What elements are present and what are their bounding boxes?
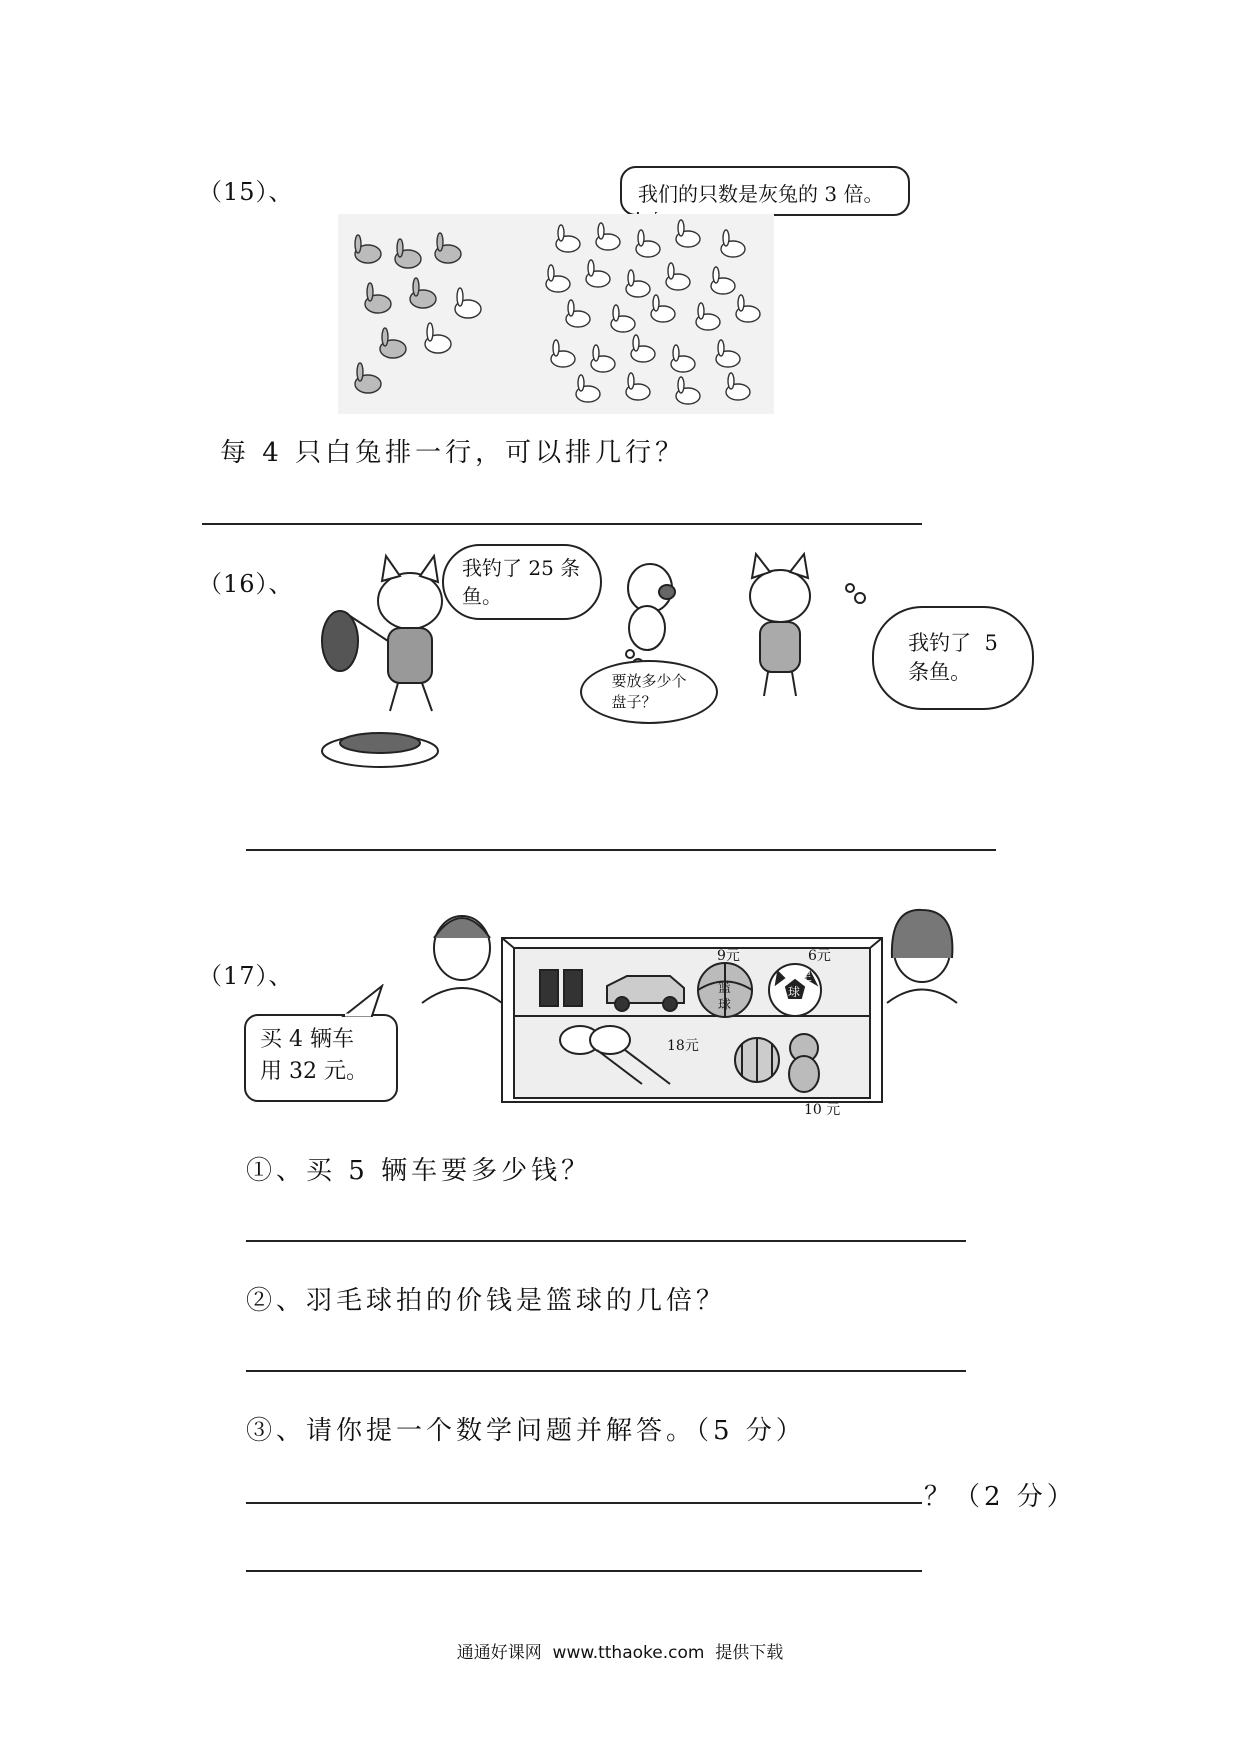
teddy-bear-item — [789, 1034, 819, 1092]
bird-figure — [628, 564, 675, 650]
q17-bubble-line1: 买 4 辆车 — [260, 1027, 354, 1052]
q17-number: （17）、 — [198, 962, 294, 990]
striped-ball-item — [735, 1038, 779, 1082]
basketball-price: 9元 — [717, 948, 740, 964]
soccer-label-2: 球 — [788, 985, 801, 999]
q17-boy-speech-bubble — [244, 1014, 398, 1102]
q17-sub2-answer-line[interactable] — [246, 1370, 966, 1372]
q16-bird-cloud-line2: 盘子？ — [611, 693, 657, 711]
q15-speech-bubble — [620, 166, 910, 216]
q15-number: （15）、 — [198, 178, 294, 206]
soccer-label-1: 足 — [800, 969, 813, 983]
q17-sub3-question-line[interactable] — [246, 1502, 922, 1504]
racket-price: 18元 — [667, 1038, 699, 1054]
q16-cat2-cloud-line1: 我钓了 5 — [908, 630, 998, 655]
page-footer: 通通好课网 www.tthaoke.com 提供下载 — [456, 1643, 784, 1663]
q15-speech-text: 我们的只数是灰兔的 3 倍。 — [638, 182, 884, 206]
toy-shelf-illustration — [412, 888, 980, 1120]
right-cat-figure — [750, 554, 810, 696]
rabbits-illustration — [338, 214, 774, 414]
fish-plate — [322, 733, 438, 767]
q16-number: （16）、 — [198, 570, 294, 598]
basketball-label-1: 篮 — [718, 981, 732, 996]
q17-sub2: ②、羽毛球拍的价钱是篮球的几倍？ — [246, 1286, 727, 1316]
q16-cat2-cloud-line2: 条鱼。 — [908, 660, 972, 684]
q16-cat2-cloud — [872, 606, 1034, 710]
q17-sub3-suffix: ？（2 分） — [924, 1482, 1077, 1512]
q17-bubble-line2: 用 32 元。 — [260, 1058, 368, 1084]
left-cat-figure — [350, 556, 442, 711]
left-fish-bunch — [322, 611, 358, 671]
q16-cat1-cloud — [442, 544, 602, 620]
q17-sub1: ①、买 5 辆车要多少钱？ — [246, 1156, 592, 1186]
soccer-price: 6元 — [808, 948, 831, 964]
q17-bubble-tail — [340, 984, 390, 1018]
bear-price: 10 元 — [804, 1102, 841, 1118]
q16-bird-cloud — [580, 660, 718, 724]
q16-bird-cloud-line1: 要放多少个 — [611, 672, 687, 690]
basketball-label-2: 球 — [718, 998, 732, 1013]
q15-answer-line[interactable] — [202, 523, 922, 525]
q17-sub3-answer-line[interactable] — [246, 1570, 922, 1572]
q17-sub3: ③、请你提一个数学问题并解答。（5 分） — [246, 1416, 806, 1446]
girl-figure — [887, 910, 957, 1003]
boy-figure — [422, 916, 502, 1003]
q16-cat1-cloud-text: 我钓了 25 条鱼。 — [462, 556, 581, 608]
q16-answer-line[interactable] — [246, 849, 996, 851]
q17-sub1-answer-line[interactable] — [246, 1240, 966, 1242]
q15-question: 每 4 只白兔排一行，可以排几行？ — [220, 438, 686, 468]
